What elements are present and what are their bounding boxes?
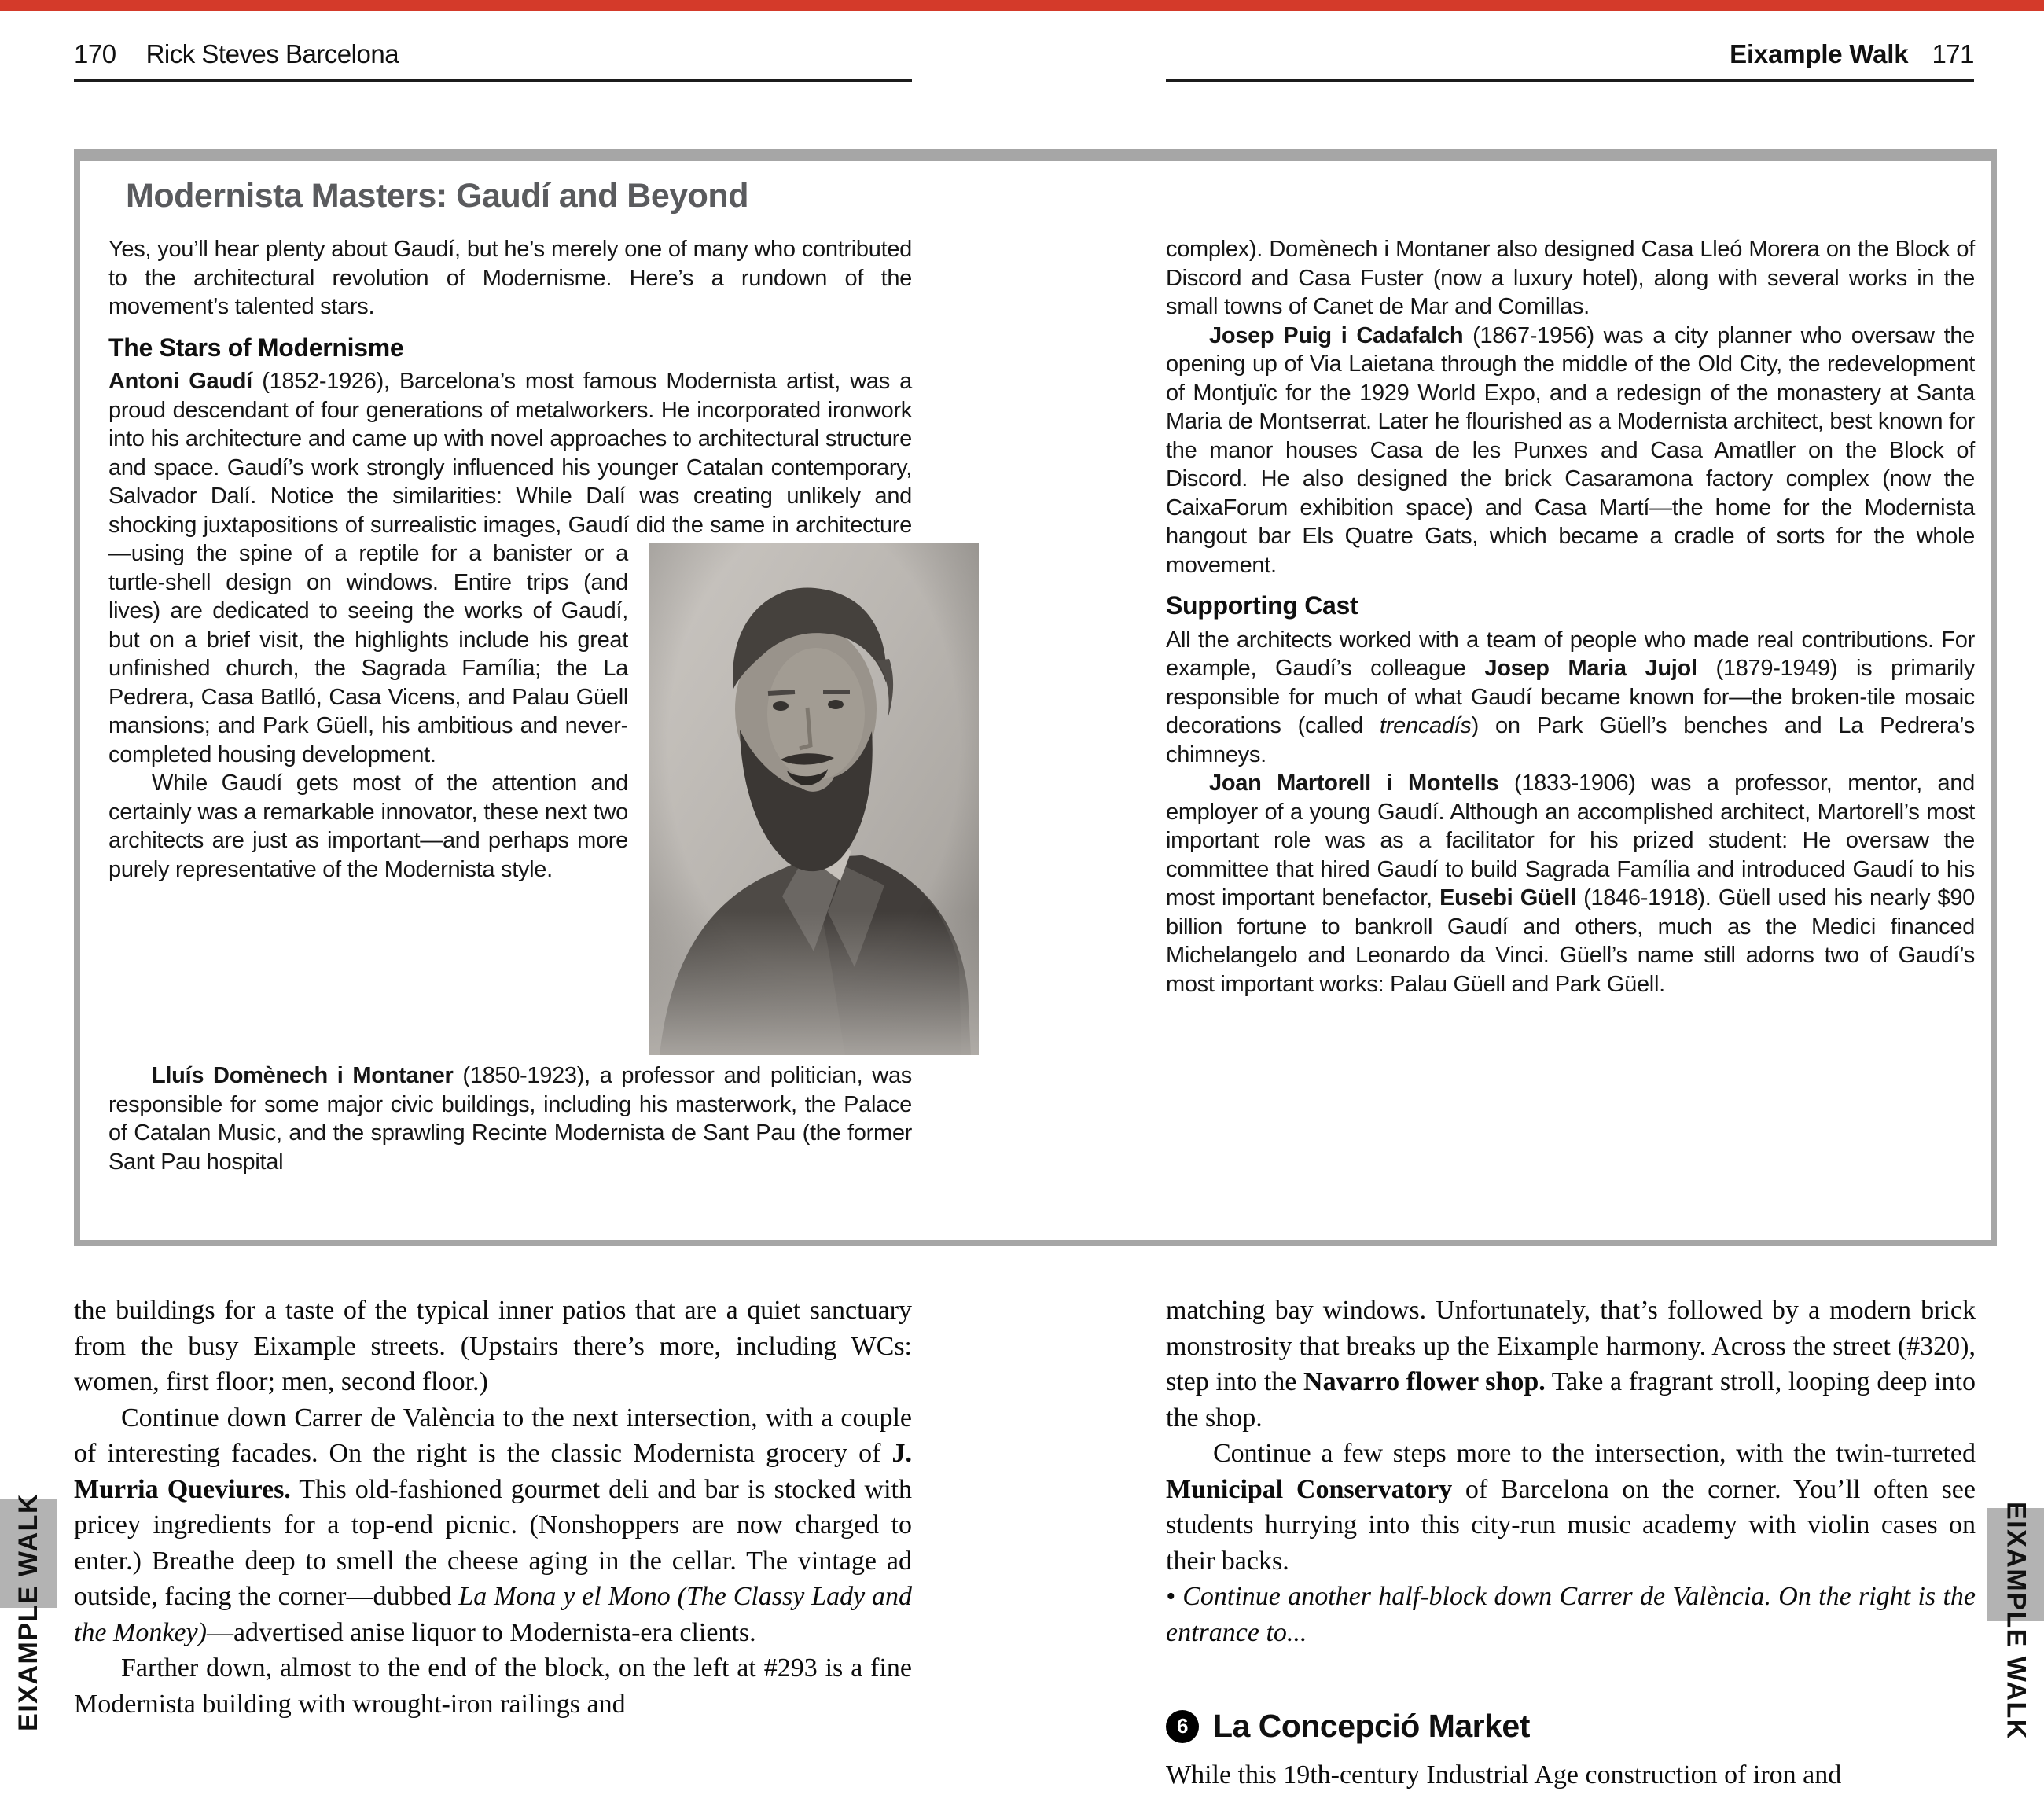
- section-heading-stars-of-modernisme: The Stars of Modernisme: [108, 333, 404, 362]
- photo-float-spacer: [912, 367, 913, 539]
- paragraph-supporting-cast: All the architects worked with a team of people who made real contributions. For example, Gaudí’s colleague Josep Maria Jujol (1879-1949) is primarily responsible for much of what Gaudí became known for—the broken-tile mosaic decorations (called trencadís) on Park Güell’s benches and La Pedrera’s chimneys.: [1166, 627, 1975, 767]
- sidebar-box: [74, 149, 1997, 1246]
- sidebar-box-title: Modernista Masters: Gaudí and Beyond: [126, 177, 748, 215]
- header-right: [1166, 39, 1974, 82]
- body-left-column: [74, 1293, 912, 1722]
- page-number-right: 171: [1932, 39, 1974, 68]
- paragraph-bay-windows: matching bay windows. Unfortunately, that’s followed by a modern brick monstrosity that breaks up the Eixample harmony. Across the street (#320), step into the Navarro flower shop. Take a fragrant stroll, looping deep into the shop.: [1166, 1296, 1976, 1433]
- sidebar-intro-paragraph: Yes, you’ll hear plenty about Gaudí, but he’s merely one of many who contributed to the architectural revolution of Modernisme. Here’s a rundown of the movement’s talented stars.: [108, 237, 912, 319]
- paragraph-antoni-gaudi-text: Antoni Gaudí (1852-1926), Barcelona’s most famous Modernista artist, was a proud descendant of four generations of metalworkers. He incorporated ironwork into his architecture and came up with novel approaches to architectural structure and space. Gaudí’s work strongly influenced his younger Catalan contemporary, Salvador Dalí. Notice the similarities: While Dalí was creating unlikely and shocking juxtapositions of surrealistic images, Gaudí did the same in architecture—using the spine of a reptile for a banister or a turtle-shell design on windows. Entire trips (and lives) are dedicated to seeing the works of Gaudí, but on a brief visit, the highlights include his great unfinished church, the Sagrada Família; the La Pedrera, Casa Batlló, Casa Vicens, and Palau Güell mansions; and Park Güell, his ambitious and never-completed housing development.: [108, 369, 912, 767]
- walk-direction-note: • Continue another half-block down Carrer de València. On the right is the entrance to...: [1166, 1582, 1976, 1647]
- gaudi-portrait-photo: [649, 543, 979, 1055]
- header-left: [74, 39, 912, 82]
- left-margin-tab-label: EIXAMPLE WALK: [13, 1492, 43, 1731]
- section-heading-supporting-cast: Supporting Cast: [1166, 591, 1358, 620]
- paragraph-joan-martorell: Joan Martorell i Montells (1833-1906) was a professor, mentor, and employer of a young Gaudí. Although an accomplished architect, Martorell’s most important role was as a facilitator for his prized student: He oversaw the committee that hired Gaudí to build Sagrada Família and introduced Gaudí to his most important benefactor, Eusebi Güell (1846-1918). Güell used his nearly $90 billion fortune to bankroll Gaudí and others, much as the Medici financed Michelangelo and Leonardo da Vinci. Güell’s name still adorns two of Gaudí’s most important works: Palau Güell and Park Güell.: [1166, 771, 1976, 997]
- paragraph-buildings-patios: the buildings for a taste of the typical inner patios that are a quiet sanctuary from the busy Eixample streets. (Upstairs there’s more, including WCs: women, first floor; men, second floor.): [74, 1296, 912, 1396]
- paragraph-farther-down: Farther down, almost to the end of the block, on the left at #293 is a fine Modernista building with wrought-iron railings and: [74, 1653, 912, 1719]
- sidebar-left-column: [108, 235, 912, 1176]
- paragraph-while-gaudi: While Gaudí gets most of the attention and certainly was a remarkable innovator, these next two architects are just as important—and perhaps more purely representative of the Modernista style.: [108, 771, 628, 882]
- paragraph-antoni-gaudi: [108, 367, 912, 769]
- la-concepcio-market-heading: [1166, 1708, 1976, 1745]
- paragraph-josep-puig: Josep Puig i Cadafalch (1867-1956) was a city planner who oversaw the opening up of Via Laietana through the middle of the Old City, the redevelopment of Montjuïc for the 1929 World Expo, and a redesign of the monastery at Santa Maria de Montserrat. Later he flourished as a Modernista architect, best known for the manor houses Casa de les Punxes and Casa Amatller on the Block of Discord. He also designed the brick Casaramona factory complex (now the CaixaForum exhibition space) and Casa Martí—the home for the Modernista hangout bar Els Quatre Gats, which became a cradle of sorts for the whole movement.: [1166, 322, 1975, 578]
- stop-number-badge: 6: [1166, 1710, 1199, 1743]
- page-number-left: 170: [74, 39, 116, 68]
- right-margin-tab-label: EIXAMPLE WALK: [2001, 1501, 2031, 1740]
- la-concepcio-market-title: La Concepció Market: [1213, 1708, 1530, 1744]
- top-accent-bar: [0, 0, 2044, 11]
- paragraph-municipal-conservatory: Continue a few steps more to the intersection, with the twin-turreted Municipal Conservatory of Barcelona on the corner. You’ll often see students hurrying into this city-run music academy with violin cases on their backs.: [1166, 1439, 1976, 1576]
- chapter-title: Eixample Walk: [1730, 39, 1909, 68]
- paragraph-murria-queviures: Continue down Carrer de València to the next intersection, with a couple of interesting facades. On the right is the classic Modernista grocery of J. Murria Queviures. This old-fashioned gourmet deli and bar is stocked with pricey ingredients for a top-end picnic. (Nonshoppers are now charged to enter.) Breathe deep to smell the cheese aging in the cellar. The vintage ad outside, facing the corner—dubbed La Mona y el Mono (The Classy Lady and the Monkey)—advertised anise liquor to Modernista-era clients.: [74, 1403, 913, 1647]
- body-right-column: [1166, 1293, 1976, 1793]
- paragraph-lluis-domenech: Lluís Domènech i Montaner (1850-1923), a professor and politician, was responsible for some major civic buildings, including his masterwork, the Palace of Catalan Music, and the sprawling Recinte Modernista de Sant Pau (the former Sant Pau hospital: [108, 1063, 912, 1175]
- paragraph-lluis-continuation: complex). Domènech i Montaner also designed Casa Lleó Morera on the Block of Discord and Casa Fuster (now a luxury hotel), along with several works in the small towns of Canet de Mar and Comillas.: [1166, 237, 1975, 319]
- paragraph-market-intro: While this 19th-century Industrial Age construction of iron and: [1166, 1760, 1842, 1789]
- book-title: Rick Steves Barcelona: [145, 39, 399, 68]
- sidebar-right-column: [1166, 235, 1975, 999]
